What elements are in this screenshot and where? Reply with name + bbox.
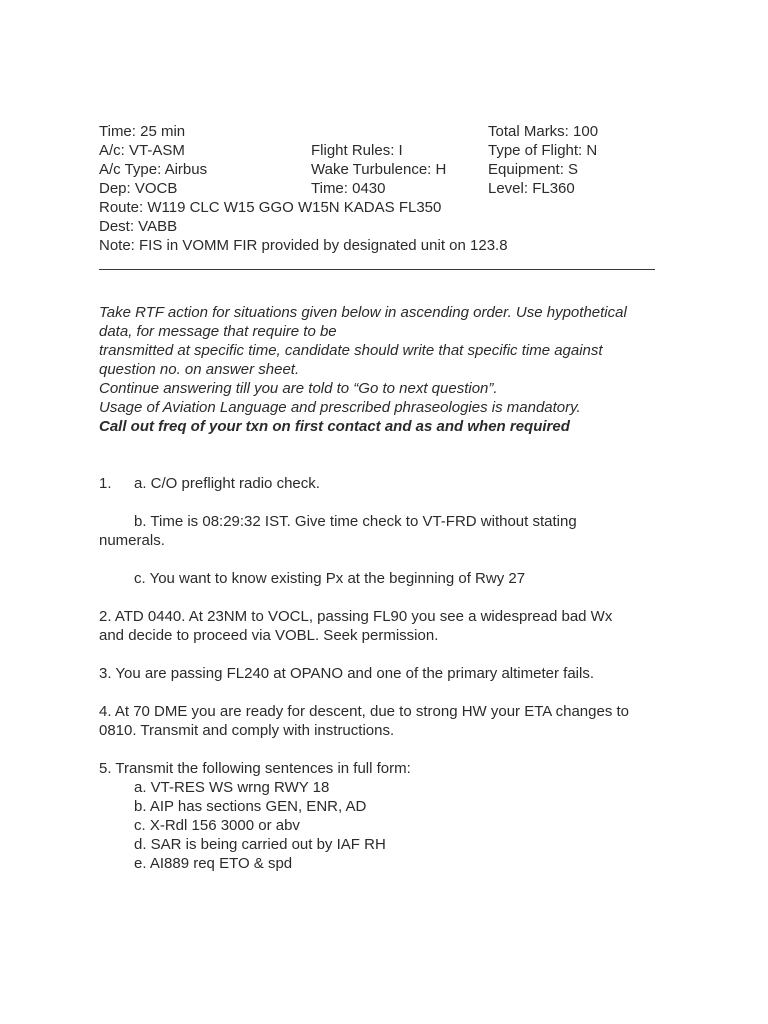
question-5: 5. Transmit the following sentences in full form:: [99, 760, 411, 777]
divider-line: [99, 269, 655, 270]
fis-note: Note: FIS in VOMM FIR provided by designated unit on 123.8: [99, 237, 508, 254]
question-number: 1.: [99, 475, 112, 492]
question-1a: [99, 474, 679, 493]
header-row-4: [99, 179, 679, 198]
question-5a: a. VT-RES WS wrng RWY 18: [134, 779, 330, 796]
aircraft-registration: A/c: VT-ASM: [99, 142, 185, 159]
time-allowed: Time: 25 min: [99, 123, 186, 140]
departure-time: Time: 0430: [311, 180, 386, 197]
question-5c: c. X-Rdl 156 3000 or abv: [134, 817, 300, 834]
equipment: Equipment: S: [488, 161, 579, 178]
total-marks: Total Marks: 100: [488, 123, 599, 140]
type-of-flight: Type of Flight: N: [488, 142, 598, 159]
flight-rules: Flight Rules: I: [311, 142, 403, 159]
question-1b-continued: numerals.: [99, 532, 165, 549]
header-row-3: [99, 160, 679, 179]
question-4: 4. At 70 DME you are ready for descent, due to strong HW your ETA changes to: [99, 703, 629, 720]
question-1c: c. You want to know existing Px at the beginning of Rwy 27: [134, 570, 526, 587]
instructions-block: [99, 303, 679, 436]
instruction-line: Usage of Aviation Language and prescribed phraseologies is mandatory.: [99, 399, 581, 416]
question-5e: e. AI889 req ETO & spd: [134, 855, 293, 872]
cruise-level: Level: FL360: [488, 180, 575, 197]
document-page: [99, 122, 679, 873]
aircraft-type: A/c Type: Airbus: [99, 161, 208, 178]
header-row-1: [99, 122, 679, 141]
question-5d: d. SAR is being carried out by IAF RH: [134, 836, 386, 853]
departure: Dep: VOCB: [99, 180, 178, 197]
route: Route: W119 CLC W15 GGO W15N KADAS FL350: [99, 199, 442, 216]
instruction-line: data, for message that require to be: [99, 323, 337, 340]
question-3: 3. You are passing FL240 at OPANO and one of the primary altimeter fails.: [99, 665, 594, 682]
wake-turbulence: Wake Turbulence: H: [311, 161, 447, 178]
question-4-continued: 0810. Transmit and comply with instructions.: [99, 722, 395, 739]
question-text: a. C/O preflight radio check.: [134, 475, 320, 492]
question-2-continued: and decide to proceed via VOBL. Seek permission.: [99, 627, 439, 644]
questions-list: [99, 474, 679, 873]
instruction-line: transmitted at specific time, candidate should write that specific time against: [99, 342, 603, 359]
question-1b: b. Time is 08:29:32 IST. Give time check to VT-FRD without stating: [134, 513, 577, 530]
question-5b: b. AIP has sections GEN, ENR, AD: [134, 798, 367, 815]
destination: Dest: VABB: [99, 218, 178, 235]
question-2: 2. ATD 0440. At 23NM to VOCL, passing FL90 you see a widespread bad Wx: [99, 608, 613, 625]
instruction-line: Take RTF action for situations given below in ascending order. Use hypothetical: [99, 304, 627, 321]
instruction-line: Continue answering till you are told to “Go to next question”.: [99, 380, 498, 397]
instruction-line: question no. on answer sheet.: [99, 361, 300, 378]
instruction-emphasis: Call out freq of your txn on first contact and as and when required: [99, 418, 570, 435]
header-row-2: [99, 141, 679, 160]
